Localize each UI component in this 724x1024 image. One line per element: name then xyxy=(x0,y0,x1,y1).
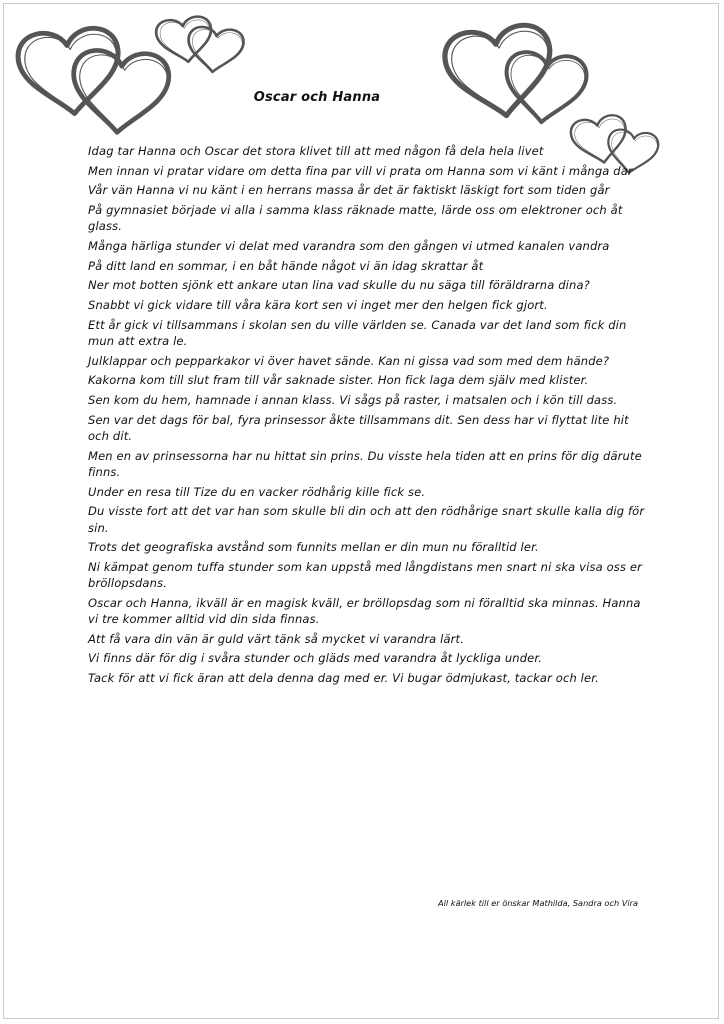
verse: Under en resa till Tize du en vacker rödhårig kille fick se. xyxy=(88,484,426,499)
double-heart-icon xyxy=(16,26,171,136)
verse: Idag tar Hanna och Oscar det stora klivet till att med någon få dela hela livet xyxy=(88,144,544,158)
verse: Sen kom du hem, hamnade i annan klass. Vi sågs på raster, i matsalen och i kön till dass. xyxy=(88,393,618,408)
signature: All kärlek till er önskar Mathilda, Sandra och Vira xyxy=(438,898,638,908)
verse: Ett år gick vi tillsammans i skolan sen du ville världen se. Canada var det land som fick din mun att extra le. xyxy=(88,317,627,349)
verse: Vi finns där för dig i svåra stunder och gläds med varandra åt lyckliga under. xyxy=(88,651,543,666)
verse: Vår vän Hanna vi nu känt i en herrans massa år det är faktiskt läskigt fort som tiden går xyxy=(88,183,610,198)
verse: Sen var det dags för bal, fyra prinsessor åkte tillsammans dit. Sen dess har vi flyttat lite hit och dit. xyxy=(88,412,629,444)
verse: Oscar och Hanna, ikväll är en magisk kväll, er bröllopsdag som ni föralltid ska minnas. Hanna vi tre kommer alltid vid din sida finnas. xyxy=(88,595,641,627)
verse: Men innan vi pratar vidare om detta fina par vill vi prata om Hanna som vi känt i många dar xyxy=(88,163,633,178)
verse: Snabbt vi gick vidare till våra kära kort sen vi inget mer den helgen fick gjort. xyxy=(88,298,548,313)
verse: På ditt land en sommar, i en båt hände något vi än idag skrattar åt xyxy=(88,258,484,273)
verse: Ner mot botten sjönk ett ankare utan lina vad skulle du nu säga till föräldrarna dina? xyxy=(88,278,590,293)
verse: Julklappar och pepparkakor vi över havet sände. Kan ni gissa vad som med dem hände? xyxy=(88,353,610,368)
verse-list xyxy=(88,143,648,690)
page-title: Oscar och Hanna xyxy=(253,90,381,105)
verse: Du visste fort att det var han som skulle bli din och att den rödhårige snart skulle kalla dig för sin. xyxy=(88,504,645,535)
verse: Trots det geografiska avstånd som funnits mellan er din mun nu föralltid ler. xyxy=(88,540,539,555)
verse: Många härliga stunder vi delat med varandra som den gången vi utmed kanalen vandra xyxy=(88,239,610,254)
double-heart-icon xyxy=(442,22,589,126)
verse: Men en av prinsessorna har nu hittat sin prins. Du visste hela tiden att en prins för dig därute finns. xyxy=(88,448,642,479)
verse: Ni kämpat genom tuffa stunder som kan uppstå med långdistans men snart ni ska visa oss er bröllopsdans. xyxy=(88,559,642,591)
verse: På gymnasiet började vi alla i samma klass räknade matte, lärde oss om elektroner och åt glass. xyxy=(88,203,623,234)
verse: Tack för att vi fick äran att dela denna dag med er. Vi bugar ödmjukast, tackar och ler. xyxy=(88,671,599,686)
verse: Att få vara din vän är guld värt tänk så mycket vi varandra lärt. xyxy=(88,631,464,646)
verse: Kakorna kom till slut fram till vår saknade sister. Hon fick laga dem själv med klister. xyxy=(88,373,589,388)
